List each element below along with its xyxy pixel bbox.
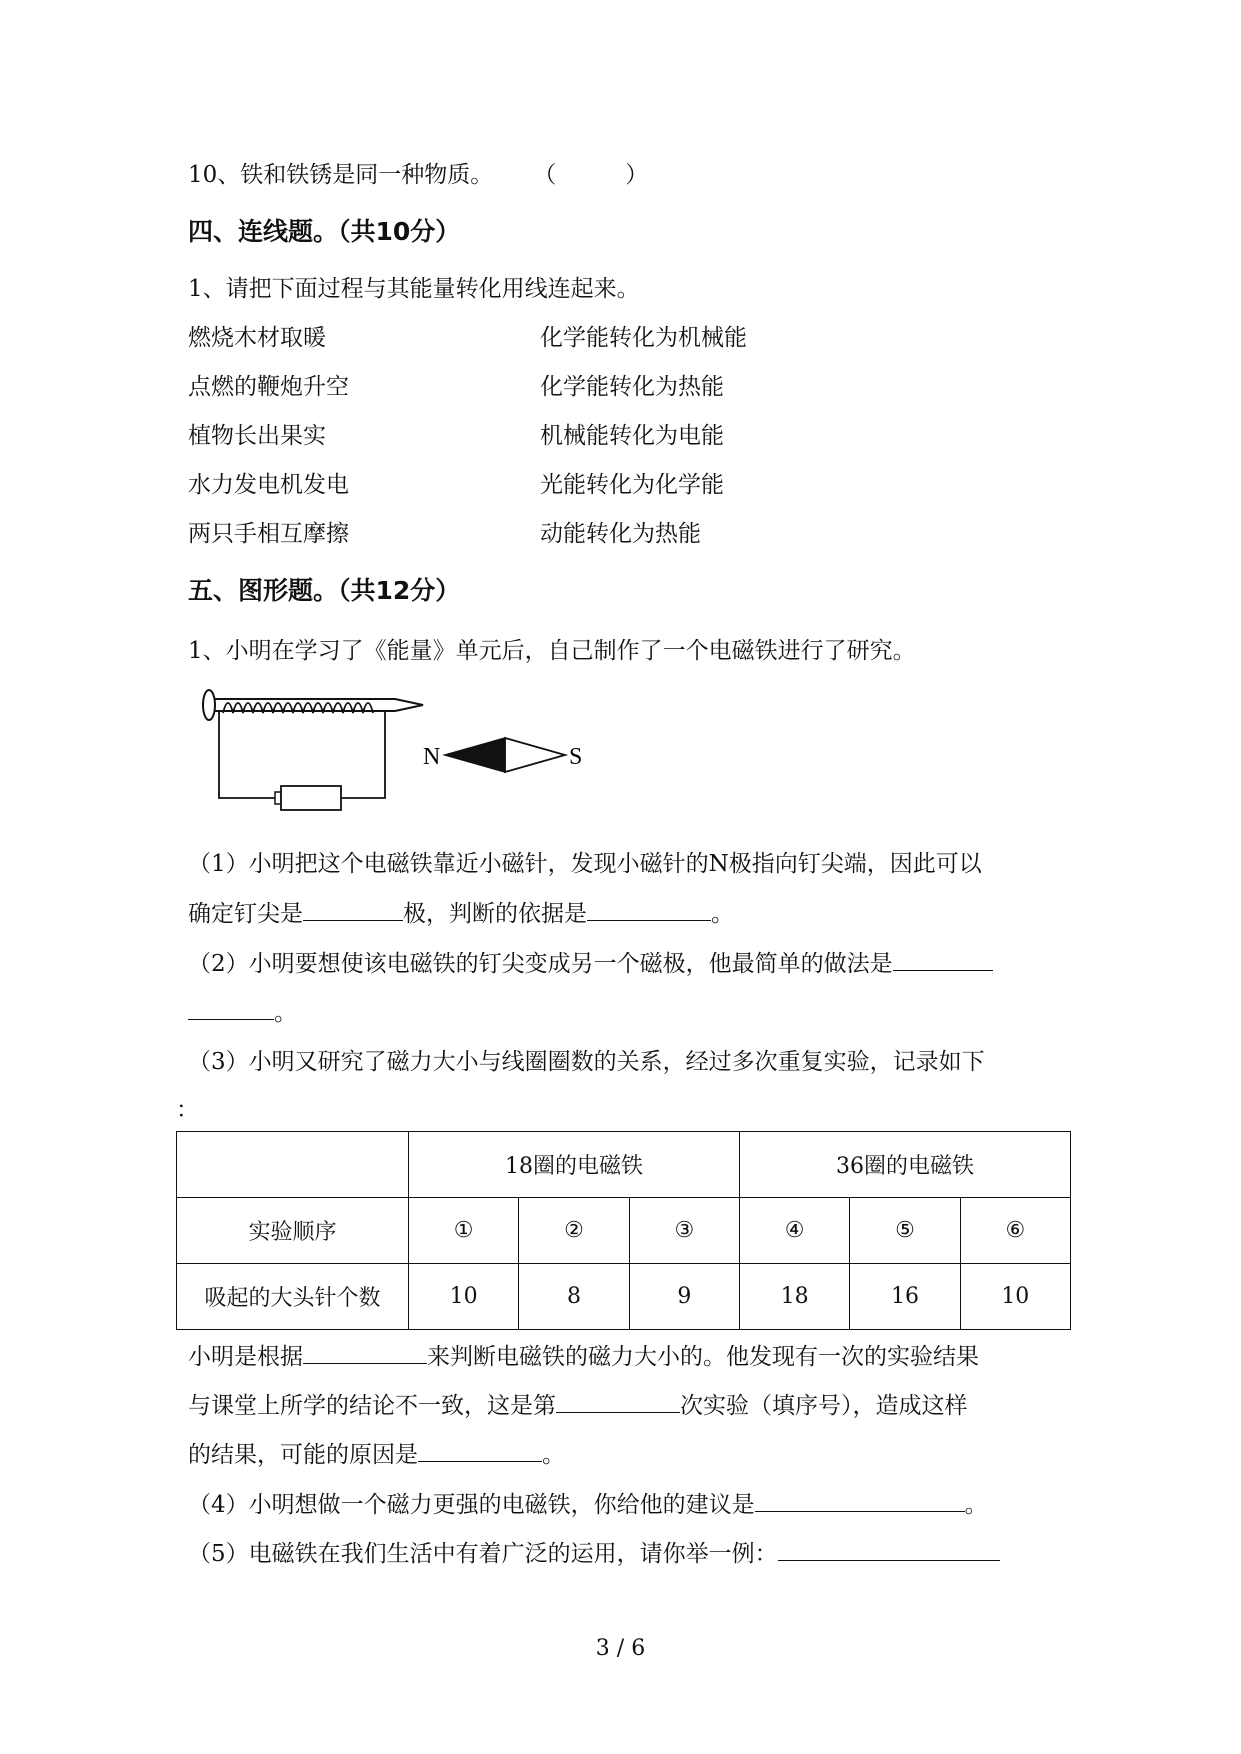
part-3-text: 的结果，可能的原因是 — [188, 1442, 418, 1468]
part-3-after-line-3 — [188, 1439, 565, 1470]
part-2-text: 。 — [274, 1000, 297, 1026]
table-group-header: 18圈的电磁铁 — [409, 1132, 740, 1198]
part-3-line-2: ： — [176, 1097, 199, 1123]
part-4-text: （4）小明想做一个磁力更强的电磁铁，你给他的建议是 — [188, 1492, 755, 1518]
part-2-line-1 — [188, 948, 993, 979]
part-3-text: 来判断电磁铁的磁力大小的。他发现有一次的实验结果 — [427, 1344, 979, 1370]
part-1-text: 确定钉尖是 — [188, 901, 303, 927]
part-3-line-1: （3）小明又研究了磁力大小与线圈圈数的关系，经过多次重复实验，记录如下 — [188, 1049, 985, 1075]
part-3-text: 。 — [542, 1442, 565, 1468]
compass-n-label: N — [423, 744, 441, 770]
section-5-title: 五、图形题。（共12分） — [188, 576, 461, 605]
answer-parentheses: （ ） — [533, 162, 649, 188]
match-right-item: 化学能转化为热能 — [540, 374, 724, 400]
table-cell: 10 — [960, 1264, 1070, 1330]
table-cell: ③ — [629, 1198, 739, 1264]
part-3-after-line-1 — [188, 1341, 979, 1372]
match-left-item: 点燃的鞭炮升空 — [188, 374, 349, 400]
answer-blank[interactable] — [893, 948, 993, 971]
part-3-after-line-2 — [188, 1390, 968, 1421]
section-4-title: 四、连线题。（共10分） — [188, 217, 461, 246]
table-cell: ② — [519, 1198, 629, 1264]
part-2-line-2 — [188, 997, 297, 1028]
part-1-text: 极，判断的依据是 — [403, 901, 587, 927]
table-cell: 16 — [850, 1264, 960, 1330]
answer-blank[interactable] — [755, 1489, 965, 1512]
section-5-question-1: 1、小明在学习了《能量》单元后，自己制作了一个电磁铁进行了研究。 — [188, 638, 916, 664]
match-left-item: 植物长出果实 — [188, 423, 326, 449]
match-right-item: 化学能转化为机械能 — [540, 325, 747, 351]
table-cell: ⑥ — [960, 1198, 1070, 1264]
part-5-line — [188, 1538, 1000, 1569]
part-3-text: 小明是根据 — [188, 1344, 303, 1370]
page-number: 3 / 6 — [595, 1636, 646, 1661]
electromagnet-figure — [195, 680, 615, 820]
answer-blank[interactable] — [188, 997, 274, 1020]
compass-needle-shape — [445, 738, 565, 772]
table-cell: ④ — [739, 1198, 849, 1264]
match-left-item: 燃烧木材取暖 — [188, 325, 326, 351]
table-row-label: 实验顺序 — [177, 1198, 409, 1264]
table-cell: ⑤ — [850, 1198, 960, 1264]
compass-s-label: S — [569, 744, 583, 770]
answer-blank[interactable] — [418, 1439, 542, 1462]
table-cell: 8 — [519, 1264, 629, 1330]
match-left-item: 两只手相互摩擦 — [188, 521, 349, 547]
table-cell: 10 — [409, 1264, 519, 1330]
part-1-line-1: （1）小明把这个电磁铁靠近小磁针，发现小磁针的N极指向钉尖端，因此可以 — [188, 851, 982, 877]
part-3-text: 次实验（填序号），造成这样 — [680, 1393, 968, 1419]
answer-blank[interactable] — [778, 1538, 1000, 1561]
table-row — [177, 1198, 1071, 1264]
nail-head-shape — [203, 690, 215, 720]
table-cell-empty — [177, 1132, 409, 1198]
part-2-text: （2）小明要想使该电磁铁的钉尖变成另一个磁极，他最简单的做法是 — [188, 951, 893, 977]
table-cell: 9 — [629, 1264, 739, 1330]
part-1-line-2 — [188, 898, 734, 929]
part-3-text: 与课堂上所学的结论不一致，这是第 — [188, 1393, 556, 1419]
match-right-item: 光能转化为化学能 — [540, 472, 724, 498]
table-row — [177, 1264, 1071, 1330]
part-4-line — [188, 1489, 988, 1520]
table-cell: 18 — [739, 1264, 849, 1330]
match-left-item: 水力发电机发电 — [188, 472, 349, 498]
section-4-question-1: 1、请把下面过程与其能量转化用线连起来。 — [188, 276, 640, 302]
part-4-text: 。 — [964, 1492, 988, 1518]
answer-blank[interactable] — [303, 898, 403, 921]
circuit-wire — [341, 710, 385, 798]
part-1-text: 。 — [711, 901, 734, 927]
question-10 — [188, 160, 648, 190]
match-right-item: 机械能转化为电能 — [540, 423, 724, 449]
match-right-item: 动能转化为热能 — [540, 521, 701, 547]
answer-blank[interactable] — [556, 1390, 680, 1413]
table-row-label: 吸起的大头针个数 — [177, 1264, 409, 1330]
table-header-row — [177, 1132, 1071, 1198]
experiment-table — [176, 1131, 1071, 1330]
question-10-text: 10、铁和铁锈是同一种物质。 — [188, 162, 494, 188]
table-cell: ① — [409, 1198, 519, 1264]
answer-blank[interactable] — [303, 1341, 427, 1364]
table-group-header: 36圈的电磁铁 — [739, 1132, 1070, 1198]
part-5-text: （5）电磁铁在我们生活中有着广泛的运用，请你举一例： — [188, 1541, 778, 1567]
circuit-wire — [219, 710, 275, 798]
battery-shape — [275, 786, 341, 810]
answer-blank[interactable] — [587, 898, 711, 921]
